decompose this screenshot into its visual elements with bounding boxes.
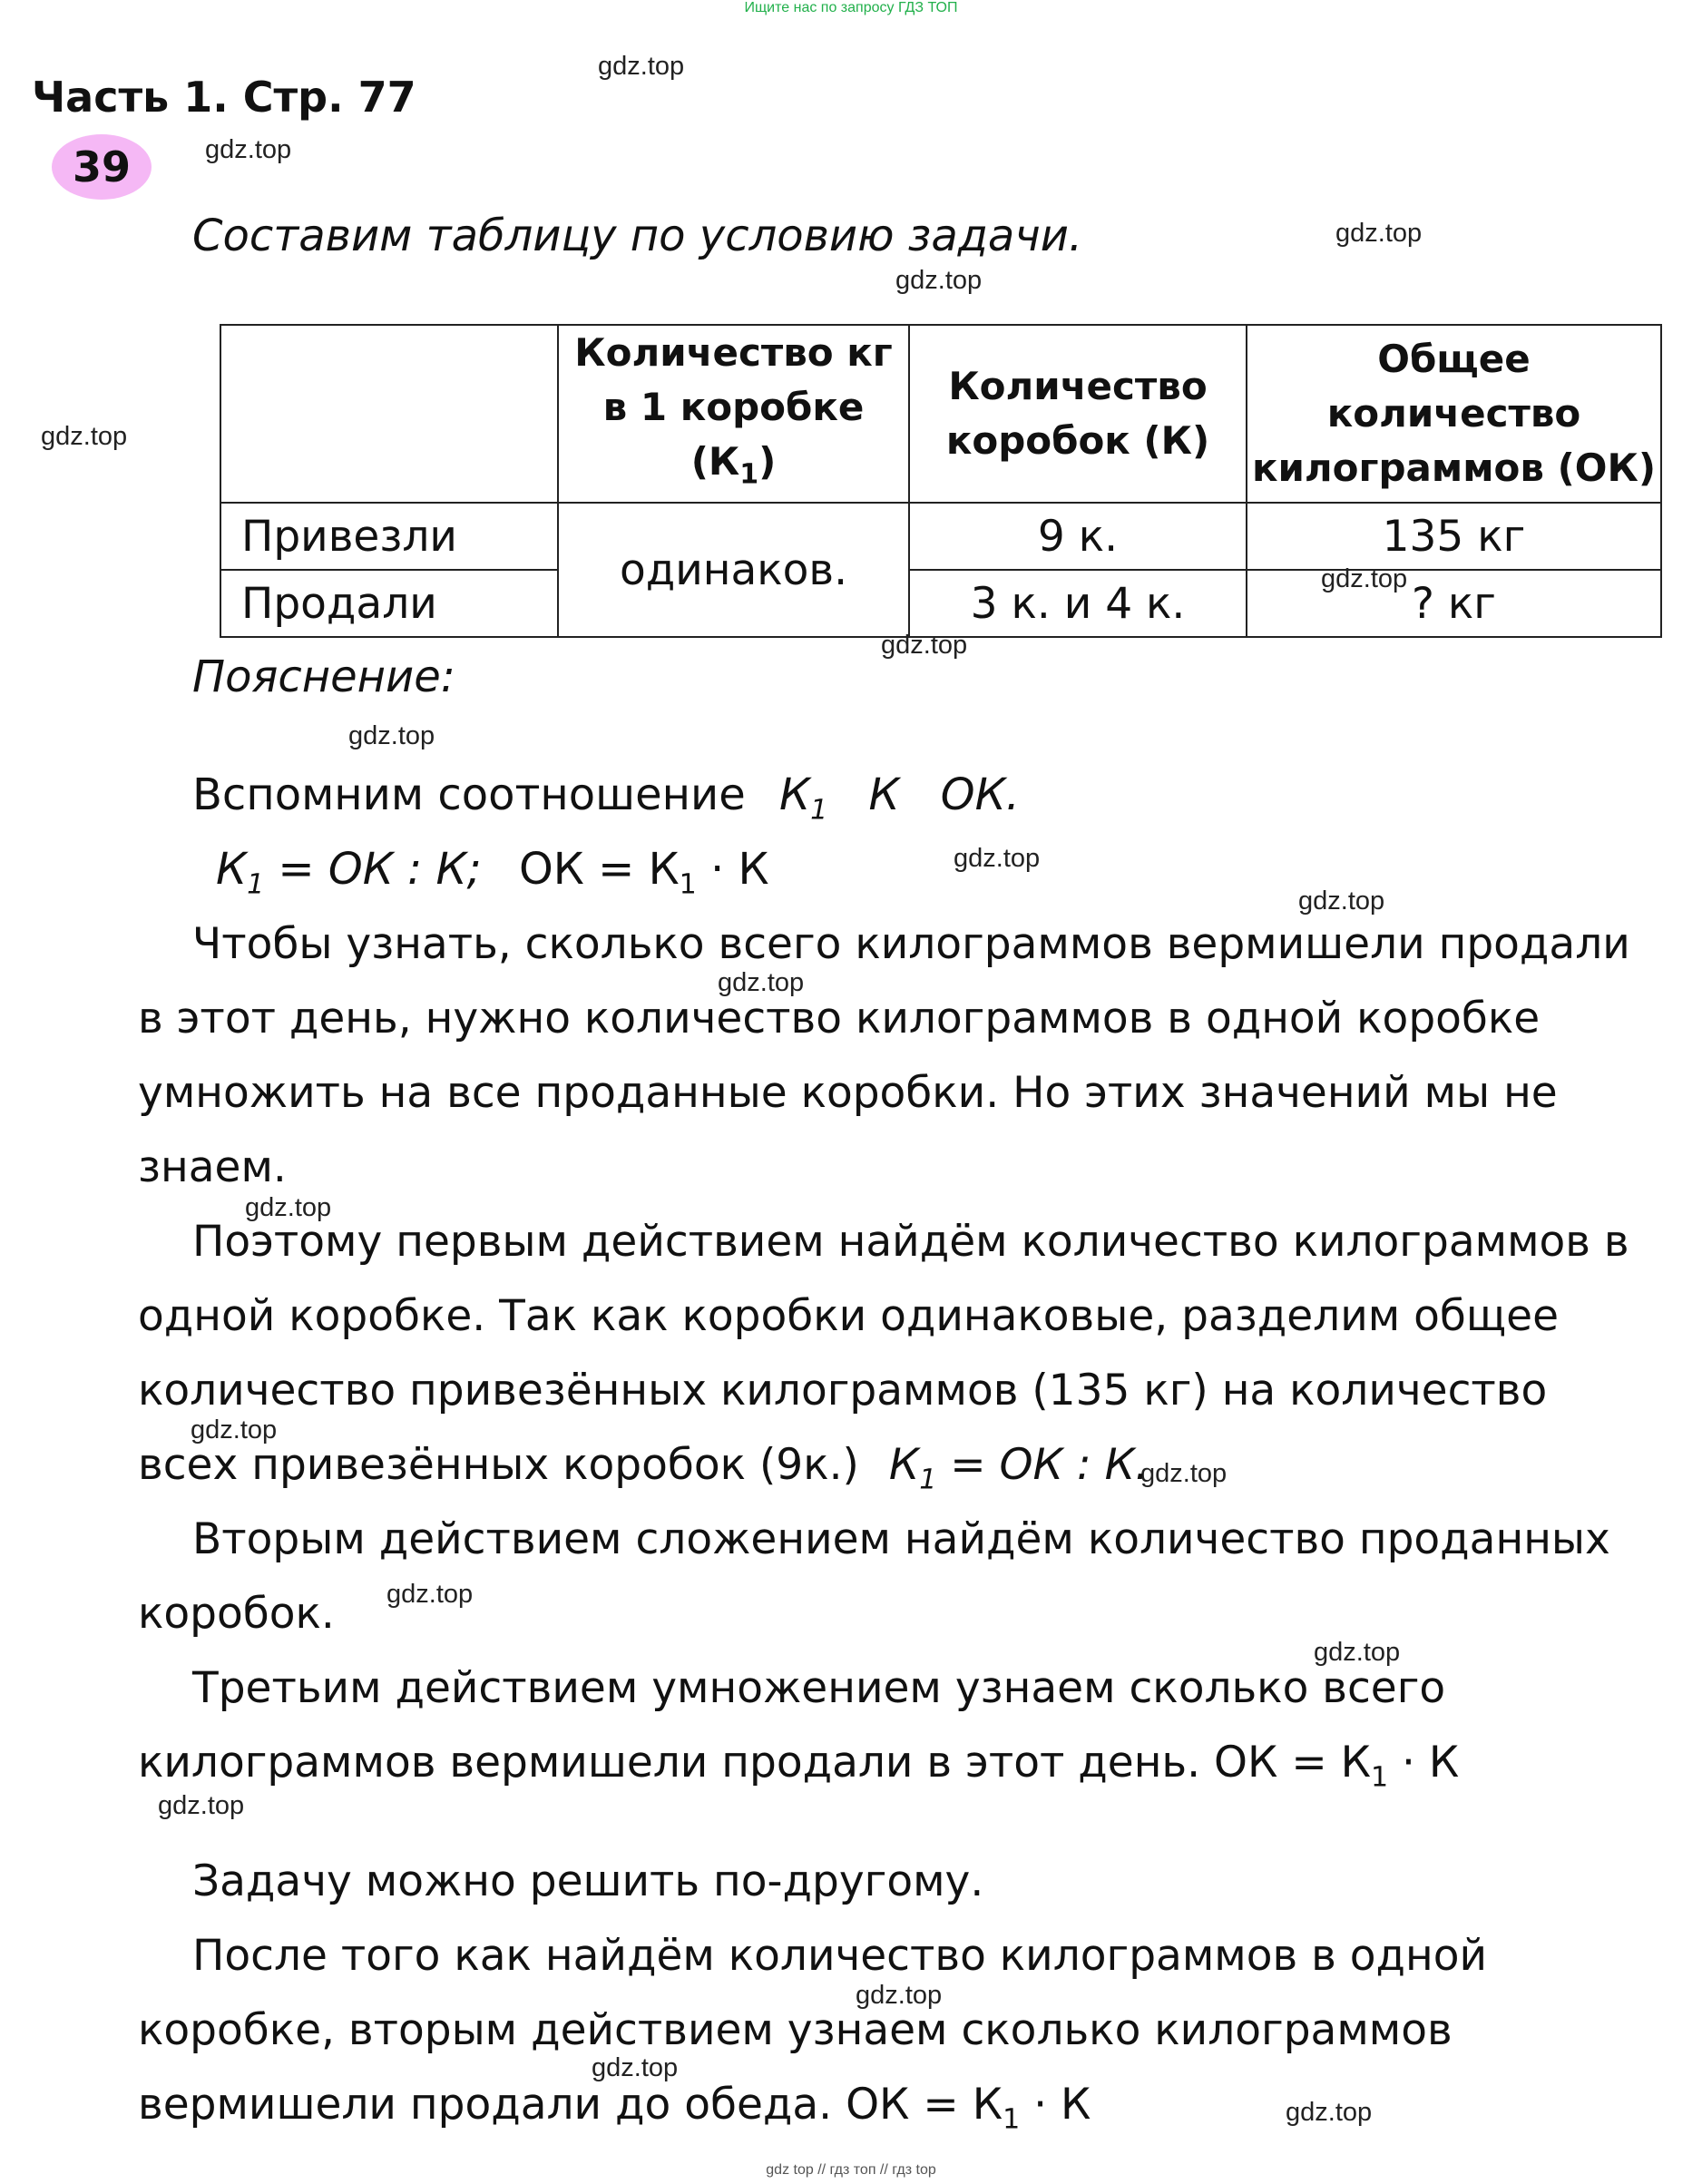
watermark: gdz.top bbox=[895, 266, 983, 295]
total-cell: ? кг bbox=[1247, 570, 1661, 637]
paragraph-line: знаем. bbox=[138, 1142, 287, 1192]
watermark: gdz.top bbox=[718, 968, 805, 997]
paragraph-line: вермишели продали до обеда. ОК = $К_1 \cdot К$ bbox=[138, 2080, 1091, 2136]
boxes-cell: 3 к. и 4 к. bbox=[909, 570, 1247, 637]
watermark: gdz.top bbox=[592, 2053, 679, 2082]
watermark: gdz.top bbox=[386, 1580, 474, 1609]
page-title: Часть 1. Стр. 77 bbox=[32, 73, 416, 122]
header-total: Общее количество килограммов (ОК) bbox=[1247, 325, 1661, 503]
footer-links[interactable]: gdz top // гдз топ // гдз top bbox=[766, 2162, 936, 2178]
intro-text: Составим таблицу по условию задачи. bbox=[192, 211, 1083, 261]
watermark: gdz.top bbox=[881, 631, 968, 660]
top-search-link[interactable]: Ищите нас по запросу ГДЗ ТОП bbox=[744, 0, 958, 15]
watermark: gdz.top bbox=[245, 1193, 332, 1222]
table-row bbox=[220, 570, 1661, 637]
condition-table bbox=[220, 324, 1662, 638]
watermark: gdz.top bbox=[158, 1791, 245, 1820]
formula-line: $К_1$ = ОК : К; ОК = $К_1 \cdot К$ bbox=[216, 844, 769, 901]
watermark: gdz.top bbox=[1298, 886, 1385, 916]
watermark: gdz.top bbox=[1140, 1459, 1228, 1488]
table-header-row bbox=[220, 325, 1661, 503]
paragraph-line: Чтобы узнать, сколько всего килограммов вермишели продали bbox=[192, 919, 1630, 969]
relation-line: Вспомним соотношение $К_1$ К ОК. bbox=[192, 769, 1020, 827]
paragraph-line: После того как найдём количество килограммов в одной bbox=[192, 1931, 1488, 1981]
paragraph-line: коробок. bbox=[138, 1589, 335, 1639]
paragraph-line: количество привезённых килограммов (135 кг) на количество bbox=[138, 1366, 1548, 1415]
paragraph-line: Задачу можно решить по-другому. bbox=[192, 1856, 984, 1906]
watermark: gdz.top bbox=[41, 422, 128, 451]
watermark: gdz.top bbox=[856, 1981, 943, 2010]
watermark: gdz.top bbox=[1286, 2098, 1373, 2127]
merged-per-box-cell: одинаков. bbox=[558, 503, 909, 637]
paragraph-line: коробке, вторым действием узнаем сколько килограммов bbox=[138, 2005, 1453, 2055]
watermark: gdz.top bbox=[348, 721, 435, 750]
paragraph-line: Поэтому первым действием найдём количество килограммов в bbox=[192, 1217, 1629, 1267]
header-box-count: Количество коробок (К) bbox=[909, 325, 1247, 503]
watermark: gdz.top bbox=[1321, 564, 1408, 593]
paragraph-line: умножить на все проданные коробки. Но этих значений мы не bbox=[138, 1068, 1558, 1118]
paragraph-line: одной коробке. Так как коробки одинаковые, разделим общее bbox=[138, 1291, 1560, 1341]
watermark: gdz.top bbox=[191, 1415, 278, 1445]
header-empty-cell bbox=[220, 325, 558, 503]
paragraph-line: Третьим действием умножением узнаем сколько всего bbox=[192, 1663, 1446, 1713]
paragraph-line: килограммов вермишели продали в этот день. ОК = $К_1 \cdot К$ bbox=[138, 1738, 1460, 1794]
watermark: gdz.top bbox=[1314, 1638, 1401, 1667]
watermark: gdz.top bbox=[205, 135, 292, 164]
row-label: Продали bbox=[220, 570, 558, 637]
paragraph-line: Вторым действием сложением найдём количество проданных bbox=[192, 1514, 1610, 1564]
watermark: gdz.top bbox=[954, 844, 1041, 873]
table-row bbox=[220, 503, 1661, 570]
total-cell: 135 кг bbox=[1247, 503, 1661, 570]
paragraph-line: в этот день, нужно количество килограммов в одной коробке bbox=[138, 994, 1541, 1043]
explanation-title: Пояснение: bbox=[192, 651, 455, 702]
row-label: Привезли bbox=[220, 503, 558, 570]
header-per-box: Количество кг в 1 коробке $(К_1)$ bbox=[558, 325, 909, 503]
boxes-cell: 9 к. bbox=[909, 503, 1247, 570]
watermark: gdz.top bbox=[1335, 219, 1423, 248]
paragraph-line: всех привезённых коробок (9к.) $К_1$ = ОК : К. bbox=[138, 1440, 1149, 1496]
watermark: gdz.top bbox=[598, 52, 685, 81]
task-number-badge: 39 bbox=[52, 134, 152, 200]
